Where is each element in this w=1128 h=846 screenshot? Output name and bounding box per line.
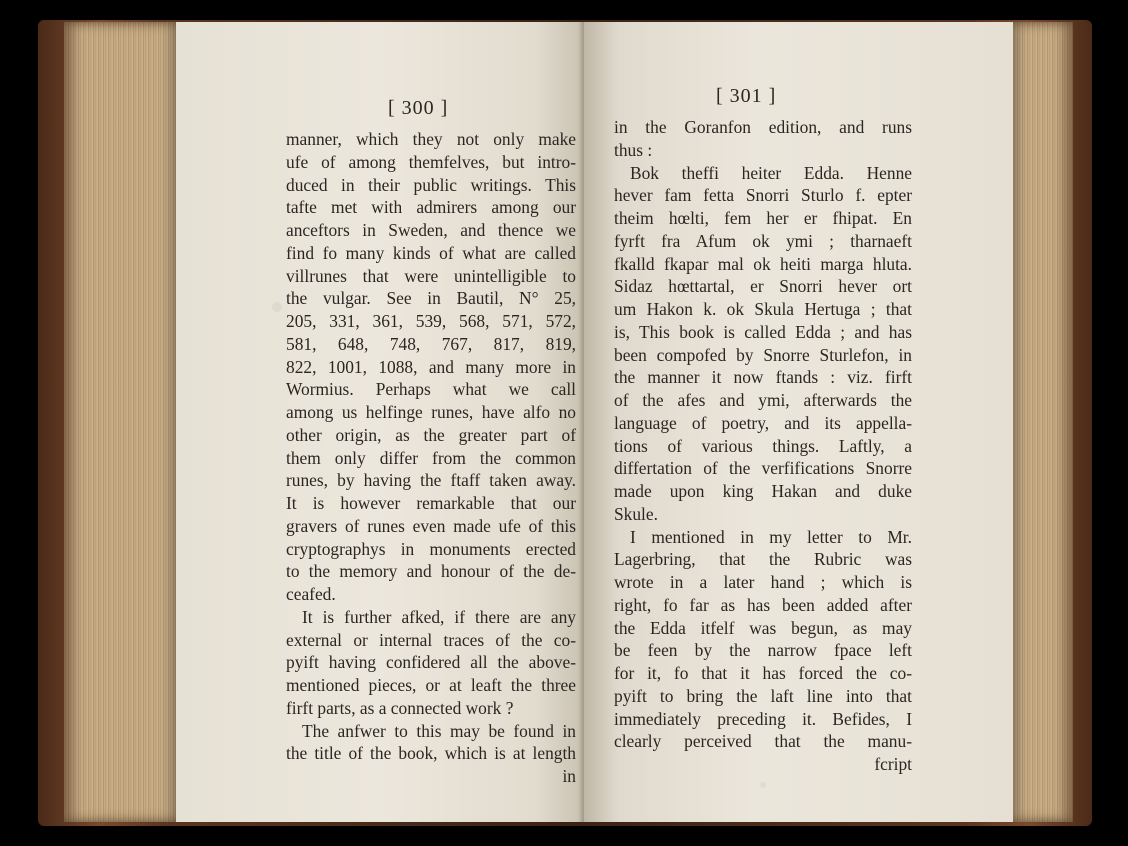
text-line: tions of various things. Laftly, a: [614, 435, 912, 456]
left-page: [176, 22, 584, 822]
text-line: hever fam fetta Snorri Sturlo f. epter: [614, 185, 912, 206]
text-line: anceftors in Sweden, and thence we: [286, 220, 576, 240]
text-line: differtation of the verfifications Snorre: [614, 458, 912, 479]
text-line: firft parts, as a connected work ?: [286, 697, 514, 718]
text-line: the vulgar. See in Bautil, N° 25,: [286, 288, 576, 309]
text-line: pyift having confidered all the above-: [286, 652, 576, 673]
text-line: Skule.: [614, 503, 658, 524]
text-line: fkalld fkapar mal ok heiti marga hluta.: [614, 253, 912, 274]
text-line: be feen by the narrow fpace left: [614, 640, 912, 661]
text-line: in the Goranfon edition, and runs: [614, 117, 912, 137]
text-line: It is however remarkable that our: [286, 493, 576, 513]
text-line: Lagerbring, that the Rubric was: [614, 549, 912, 570]
text-line: cryptographys in monuments erected: [286, 538, 576, 559]
text-line: the Edda itfelf was begun, as may: [614, 617, 912, 638]
text-line: for it, fo that it has forced the co-: [614, 663, 912, 683]
text-line: um Hakon k. ok Skula Hertuga ; that: [614, 299, 912, 319]
text-line: fyrft fra Afum ok ymi ; tharnaeft: [614, 230, 912, 251]
text-line: to the memory and honour of the de-: [286, 561, 576, 582]
catchword: in: [562, 766, 576, 786]
right-page-number: [ 301 ]: [716, 85, 777, 107]
text-line: immediately preceding it. Befides, I: [614, 708, 912, 729]
text-line: 822, 1001, 1088, and many more in: [286, 356, 576, 377]
text-line: 581, 648, 748, 767, 817, 819,: [286, 333, 576, 354]
text-line: pyift to bring the laft line into that: [614, 685, 912, 706]
text-line: villrunes that were unintelligible to: [286, 265, 576, 286]
text-line: is, This book is called Edda ; and has: [614, 321, 912, 342]
text-line: the manner it now ftands : viz. firft: [614, 367, 912, 388]
text-line: 205, 331, 361, 539, 568, 571, 572,: [286, 311, 576, 331]
text-line: other origin, as the greater part of: [286, 424, 576, 445]
text-line: the title of the book, which is at length: [286, 743, 576, 764]
text-line: mentioned pieces, or at leaft the three: [286, 675, 576, 695]
text-line: Wormius. Perhaps what we call: [286, 379, 576, 400]
text-line: been compofed by Snorre Sturlefon, in: [614, 344, 912, 365]
text-line: I mentioned in my letter to Mr.: [630, 526, 912, 547]
catchword: fcript: [874, 754, 912, 774]
text-line: language of poetry, and its appella-: [614, 412, 912, 433]
left-page-text: [286, 128, 576, 788]
right-page-text: [614, 116, 912, 776]
text-line: ufe of among themfelves, but intro-: [286, 151, 576, 172]
text-line: runes, by having the ftaff taken away.: [286, 470, 576, 491]
left-page-number: [ 300 ]: [388, 97, 449, 119]
page-speck: [272, 302, 282, 312]
right-page: [584, 22, 1013, 822]
text-line: Bok theffi heiter Edda. Henne: [630, 162, 912, 183]
text-line: wrote in a later hand ; which is: [614, 572, 912, 592]
text-line: tafte met with admirers among our: [286, 197, 576, 218]
text-line: find fo many kinds of what are called: [286, 242, 576, 263]
text-line: them only differ from the common: [286, 447, 576, 468]
text-line: clearly perceived that the manu-: [614, 731, 912, 752]
right-page-edges: [1013, 22, 1073, 822]
text-line: among us helfinge runes, have alfo no: [286, 402, 576, 422]
page-speck: [760, 782, 766, 788]
text-line: It is further afked, if there are any: [302, 606, 576, 627]
text-line: gravers of runes even made ufe of this: [286, 515, 576, 536]
text-line: The anfwer to this may be found in: [302, 720, 576, 741]
left-page-edges: [64, 22, 176, 822]
text-line: external or internal traces of the co-: [286, 629, 576, 650]
text-line: theim hœlti, fem her er fhipat. En: [614, 208, 912, 228]
text-line: Sidaz hœttartal, er Snorri hever ort: [614, 276, 912, 297]
text-line: thus :: [614, 139, 653, 160]
text-line: duced in their public writings. This: [286, 174, 576, 195]
text-line: manner, which they not only make: [286, 129, 576, 149]
text-line: made upon king Hakan and duke: [614, 481, 912, 501]
text-line: right, fo far as has been added after: [614, 594, 912, 615]
text-line: of the afes and ymi, afterwards the: [614, 390, 912, 410]
text-line: ceafed.: [286, 584, 336, 604]
